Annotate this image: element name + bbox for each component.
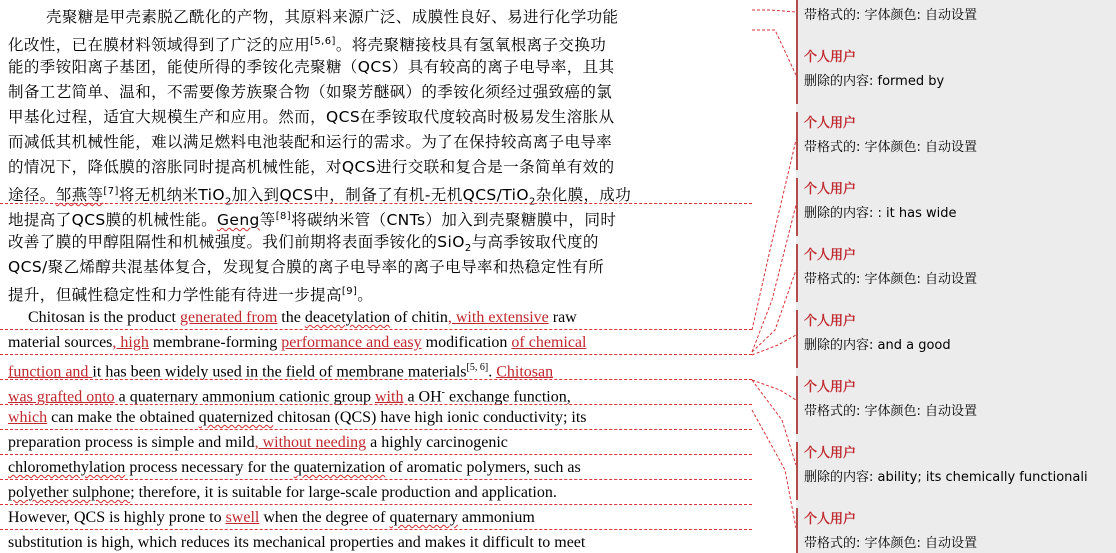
en-line-1: Chitosan is the product generated from the deacetylation of chitin, with extensive raw <box>28 309 577 326</box>
balloon-text: 删除的内容: and a good <box>804 338 951 353</box>
balloon-text: 删除的内容: : it has wide <box>804 206 957 221</box>
zh-line-1: 壳聚糖是甲壳素脱乙酰化的产物，其原料来源广泛、成膜性良好、易进行化学功能 <box>46 8 619 26</box>
zh-line-7: 的情况下，降低膜的溶胀同时提高机械性能，对QCS进行交联和复合是一条简单有效的 <box>8 158 615 176</box>
balloon-author: 个人用户 <box>804 446 857 461</box>
balloon-bar <box>796 46 798 104</box>
balloon-bar <box>796 442 798 500</box>
balloon-text: 删除的内容: formed by <box>804 74 945 89</box>
zh-line-9: 地提高了QCS膜的机械性能。Geng等[8]将碳纳米管（CNTs）加入到壳聚糖膜中，同时 <box>8 211 617 230</box>
balloon-bar <box>796 0 798 52</box>
balloon-text: 带格式的: 字体颜色: 自动设置 <box>804 404 978 419</box>
balloon-author: 个人用户 <box>804 182 857 197</box>
en-line-3: function and it has been widely used in the field of membrane materials[5, 6]. Chitosan <box>8 362 554 381</box>
balloon-author: 个人用户 <box>804 512 857 527</box>
balloon-author: 个人用户 <box>804 314 857 329</box>
balloon-bar <box>796 508 798 553</box>
balloon-bar <box>796 112 798 170</box>
balloon-author: 个人用户 <box>804 50 857 65</box>
en-line-7: chloromethylation process necessary for the quaternization of aromatic polymers, such as <box>8 459 581 476</box>
balloon-text: 带格式的: 字体颜色: 自动设置 <box>804 272 978 287</box>
zh-line-12: 提升，但碱性稳定性和力学性能有待进一步提高[9]。 <box>8 286 374 305</box>
markup-pane[interactable] <box>796 0 1116 553</box>
balloon-bar <box>796 178 798 236</box>
balloon-bar <box>796 310 798 368</box>
balloon-text: 带格式的: 字体颜色: 自动设置 <box>804 536 978 551</box>
zh-line-6: 而减低其机械性能，难以满足燃料电池装配和运行的需求。为了在保持较高离子电导率 <box>8 133 613 151</box>
balloon-bar <box>796 376 798 434</box>
balloon-text: 带格式的: 字体颜色: 自动设置 <box>804 8 978 23</box>
en-line-8: polyether sulphone; therefore, it is suitable for large-scale production and application. <box>8 484 557 501</box>
balloon-author: 个人用户 <box>804 116 857 131</box>
en-line-2: material sources, high membrane-forming performance and easy modification of chemical <box>8 334 587 351</box>
zh-line-2: 化改性，已在膜材料领域得到了广泛的应用[5,6]。将壳聚糖接枝具有氢氧根离子交换功 <box>8 36 607 55</box>
en-line-9: However, QCS is highly prone to swell when the degree of quaternary ammonium <box>8 509 535 526</box>
balloon-text: 带格式的: 字体颜色: 自动设置 <box>804 140 978 155</box>
balloon-text: 删除的内容: ability; its chemically functionali <box>804 470 1088 485</box>
balloon-author: 个人用户 <box>804 248 857 263</box>
en-line-4: was grafted onto a quaternary ammonium cationic group with a OH- exchange function, <box>8 387 571 406</box>
zh-line-11: QCS/聚乙烯醇共混基体复合，发现复合膜的离子电导率的离子电导率和热稳定性有所 <box>8 258 605 276</box>
zh-line-3: 能的季铵阳离子基团，能使所得的季铵化壳聚糖（QCS）具有较高的离子电导率，且其 <box>8 58 615 76</box>
en-line-5: which can make the obtained quaternized chitosan (QCS) have high ionic conductivity; its <box>8 409 587 426</box>
zh-line-8: 途径。邹燕等[7]将无机纳米TiO$_2$加入到QCS中，制备了有机-无机QCS/TiO$_2$杂化膜，成功 <box>8 186 632 208</box>
zh-line-5: 甲基化过程，适宜大规模生产和应用。然而，QCS在季铵取代度较高时极易发生溶胀从 <box>8 108 615 126</box>
en-line-10: substitution is high, which reduces its mechanical properties and makes it difficult to meet <box>8 534 586 551</box>
zh-line-10: 改善了膜的甲醇阻隔性和机械强度。我们前期将表面季铵化的SiO$_2$与高季铵取代度的 <box>8 233 599 255</box>
balloon-author: 个人用户 <box>804 380 857 395</box>
balloon-bar <box>796 244 798 302</box>
en-line-6: preparation process is simple and mild, without needing a highly carcinogenic <box>8 434 508 451</box>
zh-line-4: 制备工艺简单、温和，不需要像芳族聚合物（如聚芳醚砜）的季铵化须经过强致癌的氯 <box>8 83 613 101</box>
